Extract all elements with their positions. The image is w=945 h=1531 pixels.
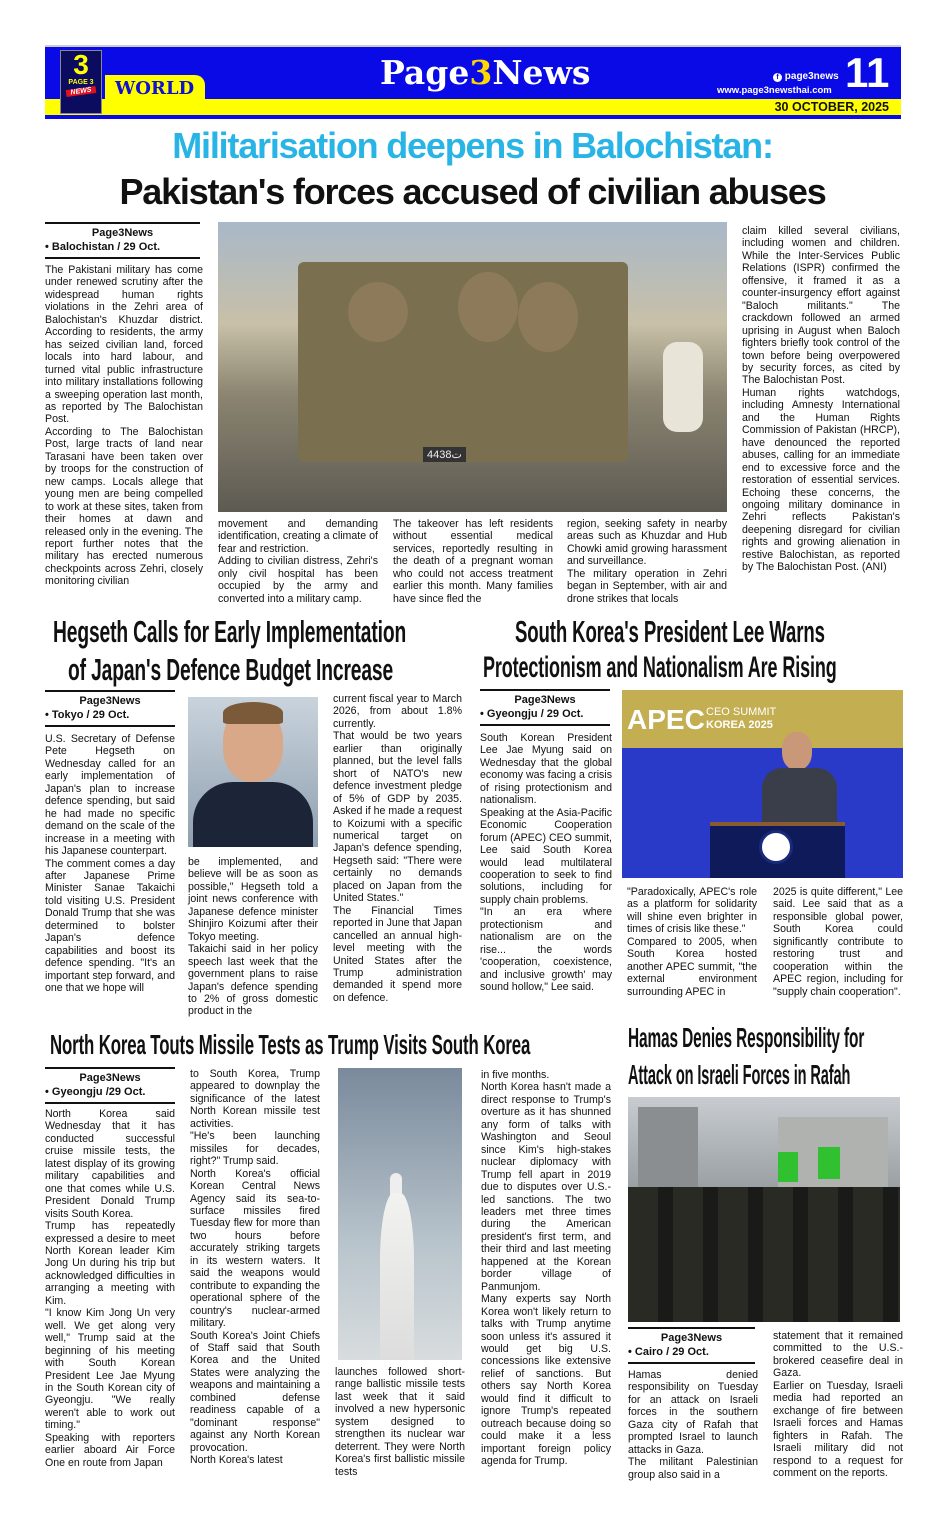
dateline-source: Page3News [45,222,200,240]
logo-news-badge: NEWS [66,86,97,97]
building-shape [638,1107,698,1197]
flag-shape [778,1152,798,1182]
story4-column-1 [45,1108,175,1469]
dateline-location: • Tokyo / 29 Oct. [45,708,175,727]
story1-column-5 [742,225,900,574]
story1-column-4 [567,518,727,605]
cyclist-shape [663,342,703,432]
paragraph: South Korea's Joint Chiefs of Staff said that South Korea and the United States were analyzing the weapons and maintaining a combined defense readiness capable of a "dominant response" against any North Korean provocation. [190,1329,320,1454]
dateline-location: • Gyeongju /29 Oct. [45,1085,175,1104]
hair-shape [223,702,283,724]
apec-logo-text: APEC [627,704,705,735]
story3-column-3 [773,886,903,998]
paragraph: North Korea's latest [190,1454,283,1467]
story4-column-2 [190,1068,320,1467]
story2-headline-line2: of Japan's Defence Budget Increase [68,652,394,687]
story4-dateline [45,1067,175,1104]
apec-banner-year: KOREA 2025 [706,719,773,731]
paragraph: Human rights watchdogs, including Amnesty International and the Human Rights Commission of Pakistan (HRCP), have denounced the reported abuses, calling for an immediate end to excessive force and the restoration of essential services. Echoing these concerns, the ongoing military dominance in Zehri reflects Pakistan's deepening disregard for civilian rights and growing alienation in restive Balochistan, as reported by The Balochistan Post. (ANI) [742,386,900,574]
story4-headline: North Korea Touts Missile Tests as Trump Visits South Korea [50,1029,531,1060]
dateline-location: • Gyeongju / 29 Oct. [480,707,610,726]
paragraph: Speaking at the Asia-Pacific Economic Cooperation forum (APEC) CEO summit, Lee said South Korea would lead multilateral cooperation to seek to find solutions, including for supply chain problems. [480,806,612,906]
story2-column-2 [188,856,318,1018]
logo-number: 3 [73,49,89,80]
paragraph: Takaichi said in her policy speech last week that the government plans to raise Japan's defence spending to 2% of gross domestic product in the [188,943,318,1018]
paragraph: The Pakistani military has come under renewed scrutiny after the widespread human rights violations in the Zehri area of Balochistan's Khuzdar district. According to residents, the army has seized civilian land, forced locals into hard labour, and turned vital public infrastructure into military installations following a sweeping operation last month, as reported by The Balochistan Post. [45,264,203,426]
story5-column-1 [628,1369,758,1481]
truck-plate: ت4438 [423,447,466,462]
soldier-shape [348,282,408,342]
missile-shape [390,1173,402,1195]
masthead [45,45,901,117]
smoke-trail [380,1193,414,1360]
paragraph: Trump has repeatedly expressed a desire to meet North Korean leader Kim Jong Un during his trip but acknowledged difficulties in arranging a meeting with Kim. [45,1220,175,1307]
paragraph: North Korea hasn't made a direct response to Trump's overture as it has shunned any form of talks with Washington and Seoul since Kim's high-stakes nuclear diplomacy with Trump fell apart in 2019 due to disputes over U.S.-led sanctions. The two leaders met three times during the American president's first term, and their third and last meeting happened at the Korean border village of Panmunjom. [481,1081,611,1293]
facebook-text: page3news [784,71,839,82]
apec-banner-text: CEO SUMMIT [706,706,777,718]
paragraph: The Financial Times reported in June that Japan cancelled an annual high-level meeting with the United States after the Trump administration demanded it spend more on defence. [333,904,462,1004]
dateline-source: Page3News [480,689,610,707]
paragraph: Earlier on Tuesday, Israeli media had reported an exchange of fire between Israeli forces and Hamas fighters in Rafah. The Israeli military did not respond to a request for comment on the reports. [773,1379,903,1479]
paragraph: movement and demanding identification, creating a climate of fear and restriction. [218,518,378,555]
story2-dateline [45,690,175,727]
dateline-location: • Cairo / 29 Oct. [628,1345,755,1364]
story3-photo-apec-lee [622,690,903,878]
story5-dateline [628,1327,755,1364]
story2-headline-line1: Hegseth Calls for Early Implementation [53,614,407,649]
story1-dateline [45,222,200,259]
issue-date: 30 OCTOBER, 2025 [774,100,889,114]
paragraph: launches followed short-range ballistic missile tests last week that it said involved a new hypersonic system designed to strengthen its nuclear war deterrent. They were North Korea's first ballistic missile tests [335,1366,465,1478]
story5-headline-line2: Attack on Israeli Forces in Rafah [628,1059,851,1090]
logo-text: PAGE 3 [68,79,94,86]
paragraph: The military operation in Zehri began in September, with air and drone strikes that locals [567,567,727,605]
paragraph: Hamas denied responsibility on Tuesday for an attack on Israeli forces in the southern Gaza city of Rafah that prompted Israel to launch attacks in Gaza. [628,1369,758,1456]
story5-headline-line1: Hamas Denies Responsibility for [628,1022,865,1053]
story3-column-2 [627,886,757,998]
paragraph: According to The Balochistan Post, large tracts of land near Tarasani have been taken over by troops for the construction of new camps. Locals allege that young men are being compelled to work at these sites, taken from their homes at dawn and released only in the evening. The report further notes that the military has erected numerous checkpoints across Zehri, closely monitoring civilian [45,425,203,588]
dateline-source: Page3News [45,690,175,708]
paragraph: statement that it remained committed to the U.S.-brokered ceasefire deal in Gaza. [773,1330,903,1380]
masthead-title-number: 3 [469,53,493,92]
dateline-source: Page3News [628,1327,755,1345]
masthead-title-right: News [492,53,591,92]
story1-column-3 [393,518,553,605]
story2-column-3 [333,693,462,1004]
paragraph: The takeover has left residents without essential medical services, reportedly resulting in the death of a pregnant woman who could not access treatment earlier this month. Many families have since fled the [393,518,553,605]
page-number: 11 [845,49,890,96]
story1-headline-line2: Pakistan's forces accused of civilian abuses [119,171,826,212]
presidential-seal [759,830,793,864]
paragraph: be implemented, and believe will be as soon as possible," Hegseth told a joint news conference with Japanese defence minister Shinjiro Koizumi after their Tokyo meeting. [188,856,318,943]
dateline-source: Page3News [45,1067,175,1085]
story5-column-2 [773,1330,903,1479]
paragraph: The comment comes a day after Japanese Prime Minister Sanae Takaichi told visiting U.S. President Donald Trump that she was determined to bolster Japan's defence capabilities and boost its defence spending. "It's an important step forward, and one that we hope will [45,857,175,995]
paragraph: region, seeking safety in nearby areas such as Khuzdar and Hub Chowki amid growing harassment and surveillance. [567,518,727,568]
paragraph: 2025 is quite different," Lee said. Lee said that as a responsible global power, South Korea could significantly contribute to restoring trust and cooperation within the APEC region, including for "supply chain cooperation". [773,886,903,998]
paragraph: South Korean President Lee Jae Myung said on Wednesday that the global economy was facing a crisis of rising protectionism and nationalism. [480,732,612,807]
paragraph: The militant Palestinian group also said in a [628,1456,758,1481]
paragraph: in five months. [481,1069,550,1081]
masthead-title [380,53,591,92]
paragraph: claim killed several civilians, including women and children. While the Inter-Services Public Relations (ISPR) confirmed the offensive, it framed it as a counter-insurgency effort against "Baloch militants." The crackdown followed an armed uprising in August when Baloch fighters briefly took control of the town before being overpowered by security forces, as cited by The Balochistan Post. [742,225,900,387]
paragraph: "He's been launching missiles for decades, right?" Trump said. [190,1130,320,1168]
page3-logo [60,50,102,114]
paragraph: to South Korea, Trump appeared to downplay the significance of the latest North Korean missile test activities. [190,1068,320,1130]
fighters-shape [628,1187,900,1322]
facebook-icon: f [773,73,782,82]
story2-column-1 [45,733,175,995]
soldier-shape [458,272,518,342]
paragraph: Many experts say North Korea won't likely return to talks with Trump anytime soon unless it's assured it would get big U.S. concessions like extensive relief of sanctions. But others say North Korea would find it difficult to ignore Trump's repeated outreach because doing so could make it a less important foreign policy agenda for Trump. [481,1293,611,1468]
speaker-suit [762,768,837,828]
story4-column-4 [481,1069,611,1468]
story1-headline-line1: Militarisation deepens in Balochistan: [172,125,773,166]
soldier-shape [518,282,578,352]
story4-photo-missile-launch [338,1068,462,1360]
story3-column-1 [480,732,612,994]
story5-photo-hamas-fighters [628,1097,900,1322]
dateline-location: • Balochistan / 29 Oct. [45,240,200,259]
story2-photo-hegseth [188,697,318,847]
paragraph: That would be two years earlier than originally planned, but the level falls short of NATO's new defence investment pledge of 5% of GDP by 2035. Asked if he made a request to Koizumi with a specific numerical target on Japan's defence spending, Hegseth said: "There were certainly no demands placed on Japan from the United States." [333,730,462,905]
story3-headline-line1: South Korea's President Lee Warns [515,614,825,649]
paragraph: current fiscal year to March 2026, from about 1.8% currently. [333,693,462,730]
paragraph: "In an era where protectionism and nationalism are on the rise... the words 'cooperation, coexistence, and inclusive growth' may sound hollow," Lee said. [480,906,612,994]
story3-headline-line2: Protectionism and Nationalism Are Rising [483,651,837,684]
paragraph: North Korea's official Korean Central News Agency said its sea-to-surface missiles fired Tuesday flew for more than two hours before accurately striking targets in its western waters. It said the weapons would contribute to expanding the operational sphere of the country's nuclear-armed military. [190,1167,320,1330]
website-link[interactable]: www.page3newsthai.com [717,85,832,96]
story1-column-1 [45,264,203,588]
paragraph: Speaking with reporters earlier aboard Air Force One en route from Japan [45,1431,175,1469]
paragraph: U.S. Secretary of Defense Pete Hegseth on Wednesday called for an early implementation of Japan's plan to increase defence spending, but said he had made no specific demand on the scale of the increase in a meeting with his Japanese counterpart. [45,733,175,858]
suit-shape [193,782,313,847]
story4-column-3 [335,1366,465,1478]
paragraph: "I know Kim Jong Un very well. We get along very well," Trump said at the beginning of his meeting with South Korean President Lee Jae Myung in the South Korean city of Gyeongju. "We really weren't able to work out timing." [45,1307,175,1432]
story1-photo-soldiers-truck [218,222,727,512]
flag-shape [818,1147,840,1179]
masthead-title-left: Page [380,53,470,92]
facebook-handle[interactable] [773,71,839,82]
paragraph: North Korea said Wednesday that it has conducted successful cruise missile tests, the latest display of its growing military capabilities and one that comes while U.S. President Donald Trump visits South Korea. [45,1108,175,1220]
section-label: WORLD [115,78,195,99]
paragraph: Compared to 2005, when South Korea hosted another APEC summit, "the external environment surrounding APEC in [627,935,757,998]
paragraph: Adding to civilian distress, Zehri's only civil hospital has been occupied by the army and converted into a military camp. [218,555,378,605]
speaker-face [782,732,812,770]
masthead-rule [45,116,901,119]
story3-dateline [480,689,610,726]
story1-column-2 [218,518,378,605]
paragraph: "Paradoxically, APEC's role as a platform for solidarity will shine even brighter in times of crisis like these." [627,886,757,936]
